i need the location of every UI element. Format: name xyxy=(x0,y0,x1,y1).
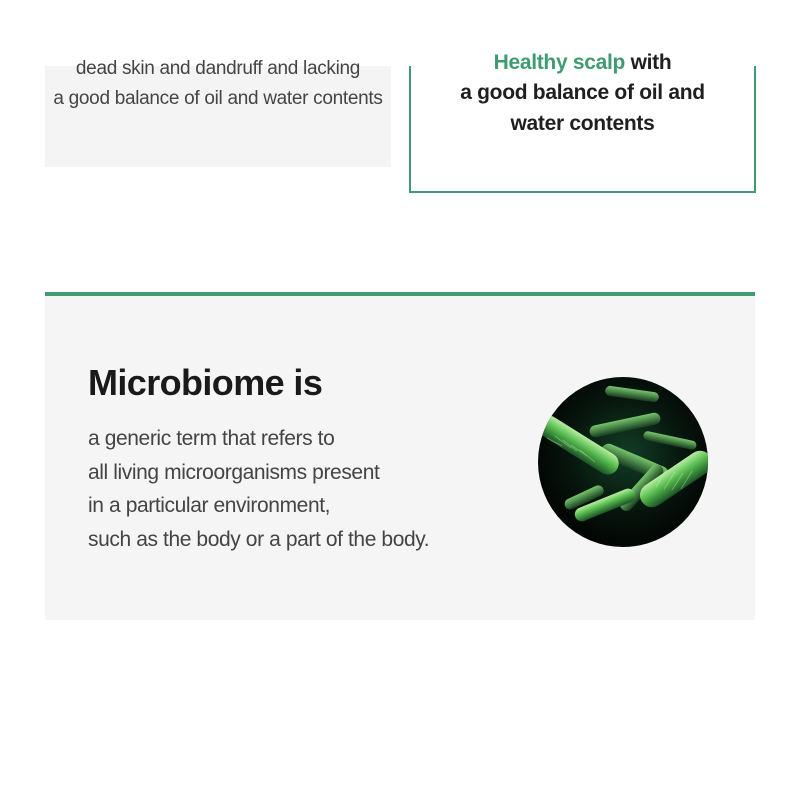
microbiome-description xyxy=(88,422,448,557)
healthy-scalp-line-2: a good balance of oil and xyxy=(460,81,705,104)
unhealthy-scalp-line-2: a good balance of oil and water contents xyxy=(53,88,383,109)
bacteria-illustration xyxy=(517,376,709,548)
microbiome-title: Microbiome is xyxy=(88,362,323,403)
microbiome-description-line: such as the body or a part of the body. xyxy=(88,528,430,552)
healthy-scalp-card xyxy=(409,51,756,193)
healthy-scalp-highlight: Healthy scalp xyxy=(493,51,626,74)
healthy-scalp-line-3: water contents xyxy=(510,112,655,135)
unhealthy-scalp-card xyxy=(45,58,391,167)
microbiome-description-line: all living microorganisms present xyxy=(88,460,380,484)
microbiome-card xyxy=(45,292,755,620)
healthy-scalp-line-1-rest: with xyxy=(625,51,672,74)
healthy-scalp-line-1 xyxy=(411,51,754,75)
bacteria-image xyxy=(517,376,709,548)
microbiome-description-line: a generic term that refers to xyxy=(88,427,335,450)
microbiome-description-line: in a particular environment, xyxy=(88,494,331,518)
unhealthy-scalp-line-1: dead skin and dandruff and lacking xyxy=(75,58,361,79)
